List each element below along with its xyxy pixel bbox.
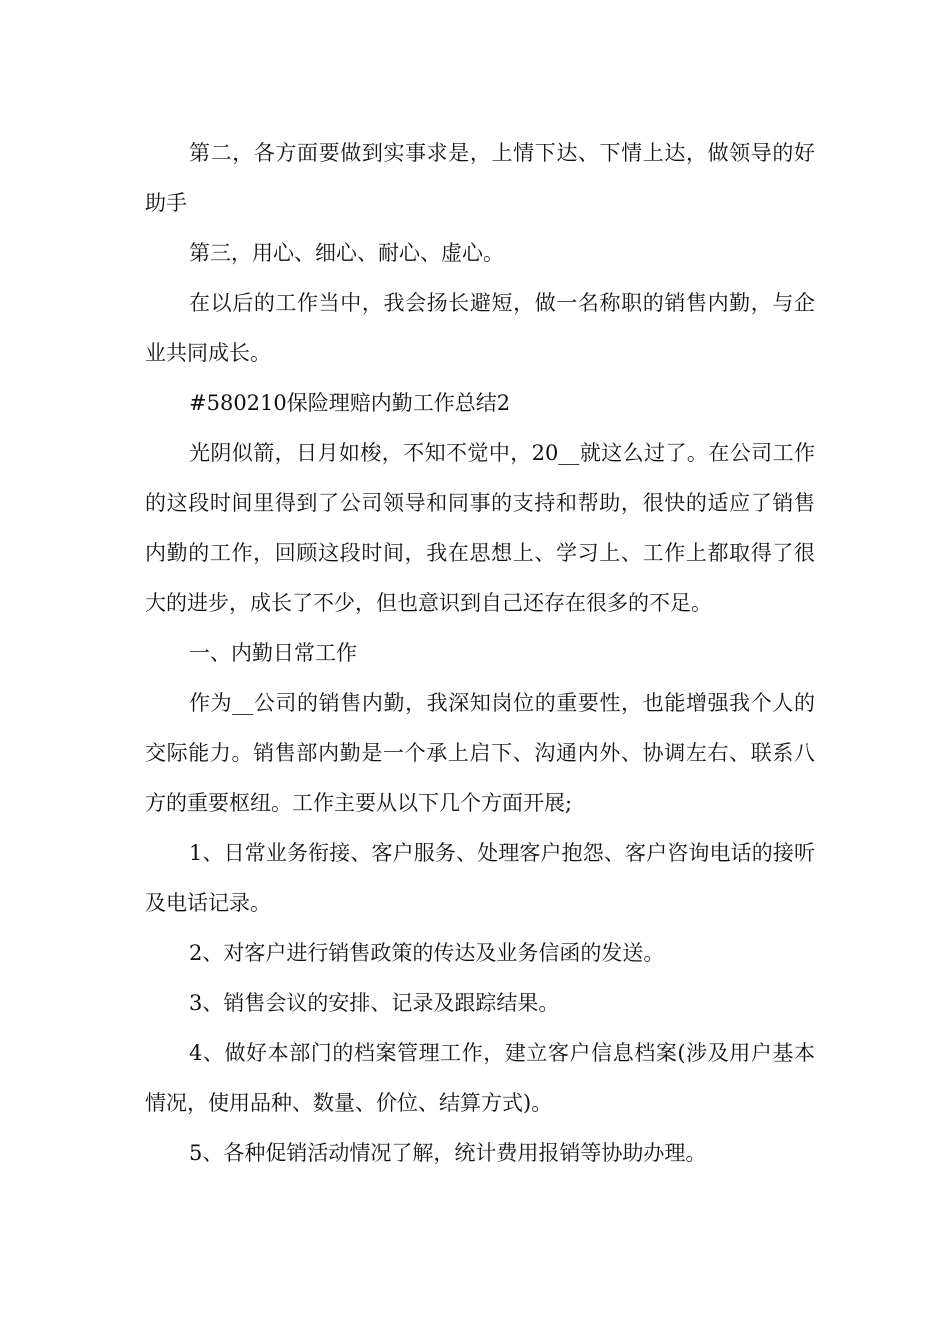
- list-item: 3、销售会议的安排、记录及跟踪结果。: [189, 991, 560, 1015]
- paragraph: 光阴似箭，日月如梭，不知不觉中，20__就这么过了。在公司工作的这段时间里得到了公司领导和同事的支持和帮助，很快的适应了销售内勤的工作，回顾这段时间，我在思想上、学习上、工作上都取得了很大的进步，成长了不少，但也意识到自己还存在很多的不足。: [145, 441, 815, 615]
- section-heading: #580210保险理赔内勤工作总结2: [189, 391, 511, 415]
- paragraph: 作为__公司的销售内勤，我深知岗位的重要性，也能增强我个人的交际能力。销售部内勤是一个承上启下、沟通内外、协调左右、联系八方的重要枢纽。工作主要从以下几个方面开展;: [145, 691, 815, 815]
- list-item: 1、日常业务衔接、客户服务、处理客户抱怨、客户咨询电话的接听及电话记录。: [145, 841, 815, 915]
- document-body: [145, 128, 815, 1178]
- list-item: 5、各种促销活动情况了解，统计费用报销等协助办理。: [189, 1141, 707, 1165]
- section-heading: 一、内勤日常工作: [189, 641, 357, 665]
- paragraph: 第二，各方面要做到实事求是，上情下达、下情上达，做领导的好助手: [145, 141, 815, 215]
- list-item: 2、对客户进行销售政策的传达及业务信函的发送。: [189, 941, 665, 965]
- paragraph: 第三，用心、细心、耐心、虚心。: [189, 241, 504, 265]
- list-item: 4、做好本部门的档案管理工作，建立客户信息档案(涉及用户基本情况，使用品种、数量、价位、结算方式)。: [145, 1041, 815, 1115]
- paragraph: 在以后的工作当中，我会扬长避短，做一名称职的销售内勤，与企业共同成长。: [145, 291, 815, 365]
